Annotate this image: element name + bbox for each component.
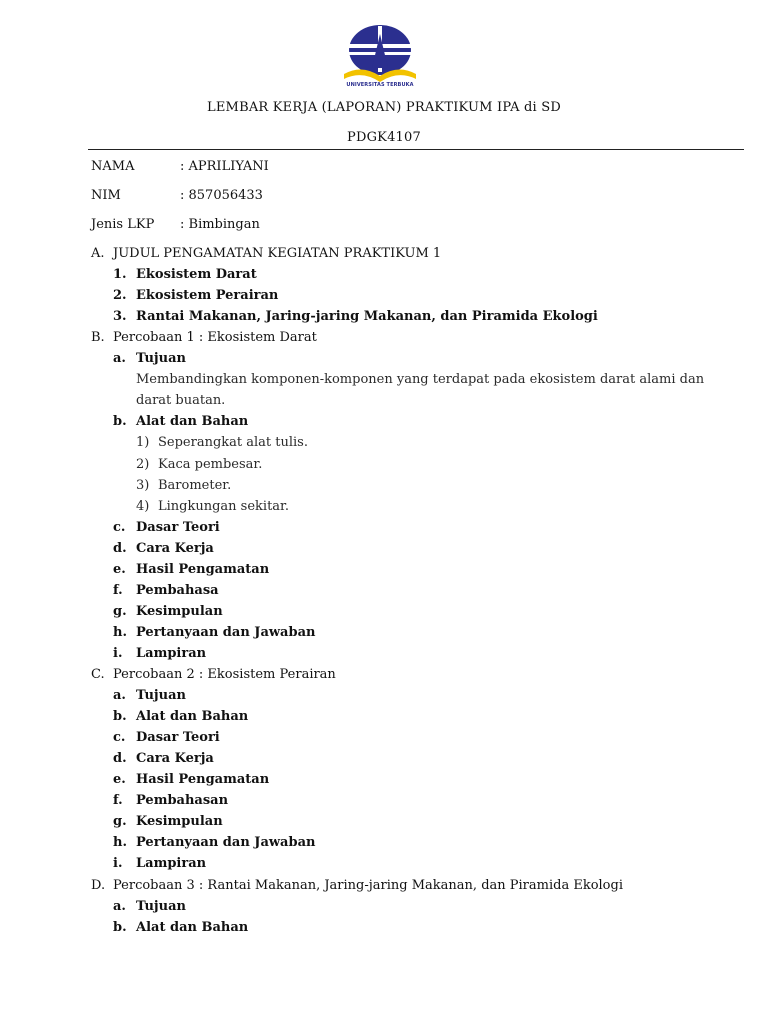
outline-text: Lampiran — [136, 856, 207, 871]
outline-text: Dasar Teori — [136, 730, 220, 745]
outline-text: Membandingkan komponen-komponen yang terdapat pada ekosistem darat alami dan — [136, 372, 705, 387]
outline-text: Percobaan 3 : Rantai Makanan, Jaring-jaring Makanan, dan Piramida Ekologi — [113, 878, 623, 893]
outline-marker: i. — [113, 646, 123, 661]
outline-text: darat buatan. — [136, 393, 226, 408]
outline-text: Pertanyaan dan Jawaban — [136, 625, 316, 640]
outline-marker: 3. — [113, 309, 127, 324]
outline-text: JUDUL PENGAMATAN KEGIATAN PRAKTIKUM 1 — [113, 246, 442, 261]
outline-text: Dasar Teori — [136, 520, 220, 535]
outline-marker: 4) — [136, 499, 150, 514]
outline-text: Ekosistem Perairan — [136, 288, 279, 303]
outline-marker: e. — [113, 772, 126, 787]
header-divider — [88, 149, 744, 150]
outline-text: Hasil Pengamatan — [136, 562, 270, 577]
outline-text: Hasil Pengamatan — [136, 772, 270, 787]
outline-marker: A. — [91, 246, 105, 261]
outline-marker: 2. — [113, 288, 127, 303]
outline-text: Pembahasan — [136, 793, 229, 808]
info-value: : Bimbingan — [180, 217, 260, 232]
outline-marker: 1) — [136, 435, 150, 450]
outline-marker: f. — [113, 583, 123, 598]
outline-text: Percobaan 1 : Ekosistem Darat — [113, 330, 317, 345]
outline-marker: C. — [91, 667, 105, 682]
info-label: NIM — [91, 188, 121, 203]
outline-text: Lingkungan sekitar. — [158, 499, 289, 514]
outline-marker: d. — [113, 541, 127, 556]
outline-marker: b. — [113, 920, 127, 935]
outline-marker: 2) — [136, 457, 150, 472]
university-emblem-icon — [336, 24, 424, 86]
outline-marker: h. — [113, 835, 127, 850]
logo-caption: UNIVERSITAS TERBUKA — [346, 82, 414, 88]
outline-marker: b. — [113, 709, 127, 724]
outline-text: Tujuan — [136, 351, 186, 366]
outline-marker: 1. — [113, 267, 127, 282]
outline-marker: f. — [113, 793, 123, 808]
info-value: : 857056433 — [180, 188, 263, 203]
info-label: Jenis LKP — [91, 217, 155, 232]
outline-marker: a. — [113, 688, 126, 703]
outline-text: Cara Kerja — [136, 751, 214, 766]
outline-text: Seperangkat alat tulis. — [158, 435, 308, 450]
outline-marker: c. — [113, 730, 126, 745]
info-value: : APRILIYANI — [180, 159, 269, 174]
outline-marker: d. — [113, 751, 127, 766]
outline-marker: a. — [113, 351, 126, 366]
outline-text: Kaca pembesar. — [158, 457, 263, 472]
outline-text: Pertanyaan dan Jawaban — [136, 835, 316, 850]
outline-marker: b. — [113, 414, 127, 429]
outline-marker: B. — [91, 330, 105, 345]
outline-marker: c. — [113, 520, 126, 535]
outline-text: Lampiran — [136, 646, 207, 661]
outline-text: Tujuan — [136, 899, 186, 914]
outline-text: Barometer. — [158, 478, 232, 493]
outline-text: Alat dan Bahan — [136, 920, 249, 935]
outline-text: Cara Kerja — [136, 541, 214, 556]
outline-marker: g. — [113, 604, 127, 619]
outline-marker: h. — [113, 625, 127, 640]
outline-text: Tujuan — [136, 688, 186, 703]
outline-text: Percobaan 2 : Ekosistem Perairan — [113, 667, 336, 682]
outline-text: Ekosistem Darat — [136, 267, 257, 282]
outline-marker: 3) — [136, 478, 150, 493]
outline-text: Pembahasa — [136, 583, 219, 598]
info-label: NAMA — [91, 159, 135, 174]
outline-text: Kesimpulan — [136, 604, 223, 619]
outline-text: Alat dan Bahan — [136, 414, 249, 429]
document-title: LEMBAR KERJA (LAPORAN) PRAKTIKUM IPA di SD — [207, 100, 561, 115]
outline-text: Rantai Makanan, Jaring-jaring Makanan, dan Piramida Ekologi — [136, 309, 598, 324]
outline-text: Kesimpulan — [136, 814, 223, 829]
outline-text: Alat dan Bahan — [136, 709, 249, 724]
outline-marker: e. — [113, 562, 126, 577]
outline-marker: g. — [113, 814, 127, 829]
outline-marker: a. — [113, 899, 126, 914]
course-code: PDGK4107 — [347, 130, 421, 145]
outline-marker: D. — [91, 878, 106, 893]
outline-marker: i. — [113, 856, 123, 871]
